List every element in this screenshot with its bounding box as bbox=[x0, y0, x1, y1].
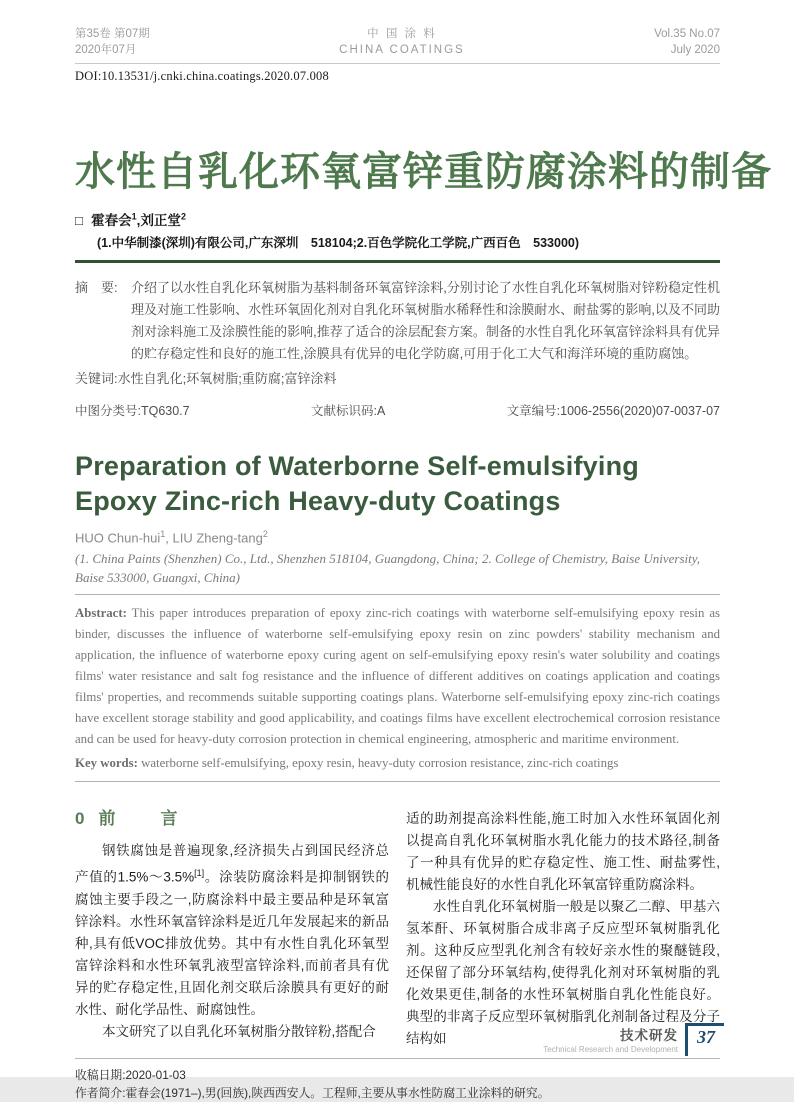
body-paragraph: 本文研究了以自乳化环氧树脂分散锌粉,搭配合 bbox=[102, 1023, 376, 1039]
section-number: 0 bbox=[75, 809, 85, 829]
abstract-cn bbox=[75, 277, 720, 365]
journal-name-en: CHINA COATINGS bbox=[339, 44, 465, 56]
section-title: 前 言 bbox=[98, 809, 192, 829]
author-2-affil-sup: 2 bbox=[180, 211, 186, 222]
abstract-label-cn: 摘 要: bbox=[75, 280, 118, 295]
keywords-text-en: waterborne self-emulsifying, epoxy resin, heavy-duty corrosion resistance, zinc-rich coatings bbox=[137, 756, 619, 771]
keywords-label-en: Key words: bbox=[75, 756, 138, 771]
footer-column-titles bbox=[543, 1022, 678, 1054]
header-center bbox=[339, 26, 465, 58]
author-2-cn: 刘正堂 bbox=[140, 213, 181, 228]
paragraph-text: 。涂装防腐涂料是抑制钢铁的腐蚀主要手段之一,防腐涂料中最主要品种是环氧富锌涂料。水性环氧富锌涂料是近几年发展起来的新品种,具有低VOC排放优势。其中有水性自乳化环氧型富锌涂料和水性环氧乳液型富锌涂料,而前者具有优异的贮存稳定性,且固化剂交联后涂膜具有更好的耐水性、耐化学品性、耐腐蚀性。 bbox=[75, 869, 389, 1017]
author-bio: 作者简介:霍春会(1971–),男(回族),陕西西安人。工程师,主要从事水性防腐工业涂料的研究。 bbox=[75, 1086, 550, 1101]
journal-header bbox=[75, 26, 720, 64]
author-1-affil-sup: 1 bbox=[131, 211, 137, 222]
keywords-cn bbox=[75, 368, 720, 390]
header-left bbox=[75, 26, 150, 58]
volume-issue-en: Vol.35 No.07 bbox=[654, 28, 720, 40]
body-paragraph: 适的助剂提高涂料性能,施工时加入水性环氧固化剂以提高自乳化环氧树脂水乳化能力的技术路径,制备了一种具有优异的贮存稳定性、施工性、耐盐雾性,机械性能良好的水性自乳化环氧富锌重防腐涂料。 bbox=[406, 811, 720, 893]
date-en: July 2020 bbox=[670, 44, 720, 56]
paragraph-text: 钢铁腐蚀是普遍现象,经济损失占到国民经济总产值的1.5%～3.5% bbox=[75, 843, 389, 885]
author-marker-box: □ bbox=[75, 213, 84, 228]
section-heading bbox=[75, 808, 389, 830]
header-right bbox=[654, 26, 720, 58]
author-1-en-sup: 1 bbox=[160, 529, 166, 539]
page-number-bracket bbox=[685, 1023, 724, 1056]
journal-name-cn: 中 国 涂 料 bbox=[367, 28, 437, 40]
affiliation-en: (1. China Paints (Shenzhen) Co., Ltd., Shenzhen 518104, Guangdong, China; 2. College of Chemistry, Baise University, Baise 533000, Guangxi, China) bbox=[75, 551, 701, 586]
column-title-en: Technical Research and Development bbox=[543, 1045, 678, 1054]
authors-cn bbox=[75, 209, 720, 229]
article-title-en: Preparation of Waterborne Self-emulsifying Epoxy Zinc-rich Heavy-duty Coatings bbox=[75, 451, 639, 516]
abstract-top-rule bbox=[75, 594, 720, 595]
classification-row bbox=[75, 401, 720, 419]
body-columns bbox=[75, 808, 720, 1050]
body-column-right bbox=[406, 808, 720, 1050]
author-separator: , bbox=[136, 213, 141, 228]
keywords-en bbox=[75, 753, 720, 774]
abstract-text-cn: 介绍了以水性自乳化环氧树脂为基料制备环氧富锌涂料,分别讨论了水性自乳化环氧树脂对锌粉稳定性机理及对施工性影响、水性环氧固化剂对自乳化环氧树脂水稀释性和涂膜耐水、耐盐雾的影响,以及不同助剂对涂料施工及涂膜性能的影响,推荐了适合的涂层配套方案。制备的水性自乳化环氧富锌涂料具有优异的贮存稳定性和良好的施工性,涂膜具有优异的电化学防腐,可用于化工大气和海洋环境的重防腐蚀。 bbox=[131, 280, 720, 361]
column-title-cn: 技术研发 bbox=[620, 1028, 678, 1043]
authors-en bbox=[75, 529, 720, 545]
abstract-en bbox=[75, 603, 720, 750]
author-2-en: , LIU Zheng-tang bbox=[165, 530, 263, 546]
page-number: 37 bbox=[697, 1027, 715, 1047]
author-1-en: HUO Chun-hui bbox=[75, 530, 161, 546]
title-divider-rule bbox=[75, 260, 720, 263]
author-2-en-sup: 2 bbox=[262, 529, 268, 539]
doi: DOI:10.13531/j.cnki.china.coatings.2020.07.008 bbox=[75, 69, 329, 83]
document-code: 文献标识码:A bbox=[310, 404, 386, 418]
keywords-text-cn: 水性自乳化;环氧树脂;重防腐;富锌涂料 bbox=[117, 371, 337, 386]
page-footer bbox=[543, 1022, 724, 1056]
received-date: 收稿日期:2020-01-03 bbox=[75, 1068, 186, 1083]
keywords-label-cn: 关键词: bbox=[75, 371, 118, 386]
volume-issue-cn: 第35卷 第07期 bbox=[75, 28, 150, 40]
clc-number: 中图分类号:TQ630.7 bbox=[75, 404, 190, 418]
footnote-block bbox=[75, 1058, 720, 1102]
article-number: 文章编号:1006-2556(2020)07-0037-07 bbox=[506, 404, 720, 418]
abstract-label-en: Abstract: bbox=[75, 606, 127, 621]
date-cn: 2020年07月 bbox=[75, 44, 137, 56]
body-column-left bbox=[75, 808, 389, 1050]
author-1-cn: 霍春会 bbox=[91, 213, 132, 228]
affiliation-cn: (1.中华制漆(深圳)有限公司,广东深圳 518104;2.百色学院化工学院,广西百色 533000) bbox=[97, 236, 580, 250]
body-paragraph bbox=[75, 840, 389, 1021]
body-paragraph: 水性自乳化环氧树脂一般是以聚乙二醇、甲基六氢苯酐、环氧树脂合成非离子反应型环氧树脂乳化剂。这种反应型乳化剂含有较好亲水性的聚醚链段,还保留了部分环氧结构,使得乳化剂对环氧树脂的乳化效果更佳,制备的水性环氧树脂自乳化性能良好。典型的非离子反应型环氧树脂乳化剂制备过程及分子结构如 bbox=[406, 899, 720, 1047]
citation-ref: [1] bbox=[194, 868, 205, 879]
abstract-text-en: This paper introduces preparation of epoxy zinc-rich coatings with waterborne self-emulsifying epoxy resin as binder, discusses the influence of waterborne self-emulsifying epoxy resin on zinc powders' stability mechanism and application, the influence of waterborne epoxy curing agent on self-emulsifying epoxy resin's water solubility and coatings films' water resistance and salt fog resistance and the influence of different additives on coatings application and coatings films' properties, and recommends suitable supporting coatings plans. Waterborne self-emulsifying epoxy zinc-rich coatings have excellent storage stability and good applicability, and coatings films have excellent electrochemical corrosion resistance and can be used for heavy-duty corrosion protection in chemical engineering, atmospheric and maritime environment. bbox=[75, 606, 720, 747]
abstract-bottom-rule bbox=[75, 781, 720, 782]
article-title-cn: 水性自乳化环氧富锌重防腐涂料的制备 bbox=[75, 150, 772, 194]
